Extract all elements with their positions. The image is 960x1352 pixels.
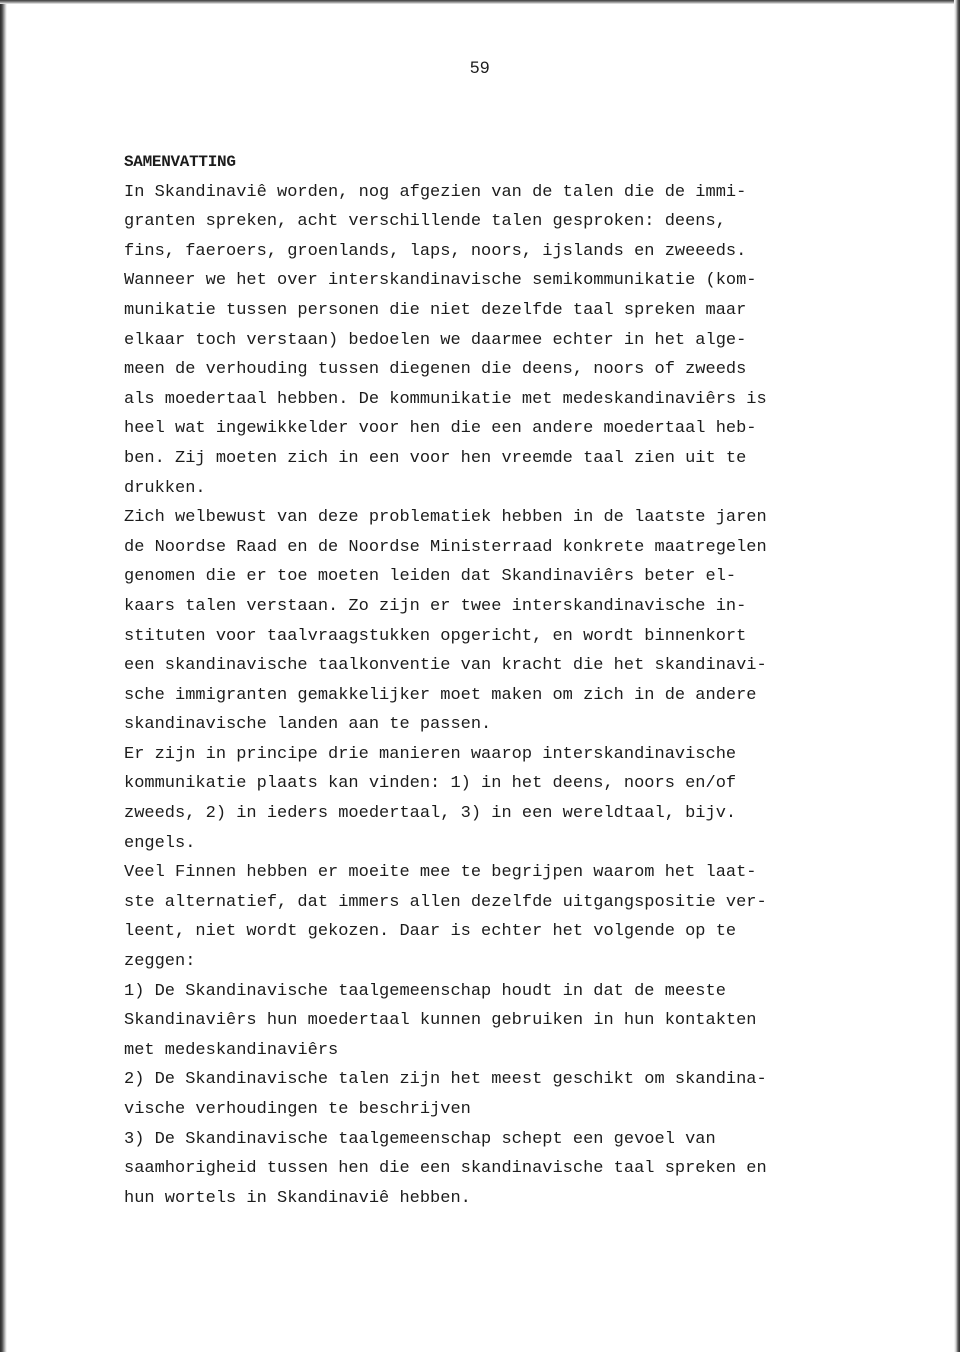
- text-line: hun wortels in Skandinaviê hebben.: [124, 1188, 471, 1208]
- text-line: 1) De Skandinavische taalgemeenschap houdt in dat de meeste: [124, 981, 726, 1001]
- text-line: als moedertaal hebben. De kommunikatie met medeskandinaviêrs is: [124, 389, 767, 409]
- text-line: sche immigranten gemakkelijker moet maken om zich in de andere: [124, 685, 757, 705]
- text-line: granten spreken, acht verschillende talen gesproken: deens,: [124, 212, 726, 232]
- text-line: ben. Zij moeten zich in een voor hen vreemde taal zien uit te: [124, 448, 747, 468]
- text-line: genomen die er toe moeten leiden dat Skandinaviêrs beter el-: [124, 567, 737, 587]
- text-line: kaars talen verstaan. Zo zijn er twee interskandinavische in-: [124, 596, 747, 616]
- text-line: met medeskandinaviêrs: [124, 1040, 339, 1060]
- text-line: Wanneer we het over interskandinavische semikommunikatie (kom-: [124, 271, 757, 291]
- summary-section: [124, 148, 864, 1213]
- text-line: 3) De Skandinavische taalgemeenschap schept een gevoel van: [124, 1129, 716, 1149]
- text-line: drukken.: [124, 478, 206, 498]
- text-line: de Noordse Raad en de Noordse Ministerraad konkrete maatregelen: [124, 537, 767, 557]
- text-line: zweeds, 2) in ieders moedertaal, 3) in een wereldtaal, bijv.: [124, 804, 737, 824]
- text-line: Zich welbewust van deze problematiek hebben in de laatste jaren: [124, 508, 767, 528]
- text-line: 2) De Skandinavische talen zijn het meest geschikt om skandina-: [124, 1070, 767, 1090]
- text-line: elkaar toch verstaan) bedoelen we daarmee echter in het alge-: [124, 330, 747, 350]
- scan-edge-right: [954, 0, 960, 1352]
- text-line: In Skandinaviê worden, nog afgezien van de talen die de immi-: [124, 182, 747, 202]
- scan-edge-top: [0, 0, 960, 4]
- text-line: kommunikatie plaats kan vinden: 1) in het deens, noors en/of: [124, 774, 737, 794]
- section-heading: SAMENVATTING: [124, 153, 236, 171]
- text-line: stituten voor taalvraagstukken opgericht, en wordt binnenkort: [124, 626, 747, 646]
- text-line: meen de verhouding tussen diegenen die deens, noors of zweeds: [124, 360, 747, 380]
- page-number: 59: [470, 58, 490, 77]
- text-line: vische verhoudingen te beschrijven: [124, 1100, 471, 1119]
- text-line: engels.: [124, 833, 196, 853]
- text-line: Er zijn in principe drie manieren waarop interskandinavische: [124, 744, 737, 764]
- text-line: Skandinaviêrs hun moedertaal kunnen gebruiken in hun kontakten: [124, 1011, 757, 1031]
- text-line: Veel Finnen hebben er moeite mee te begrijpen waarom het laat-: [124, 863, 757, 883]
- scan-edge-left: [0, 0, 7, 1352]
- text-line: skandinavische landen aan te passen.: [124, 715, 492, 735]
- text-line: zeggen:: [124, 952, 196, 972]
- text-line: ste alternatief, dat immers allen dezelfde uitgangspositie ver-: [124, 892, 767, 912]
- text-line: heel wat ingewikkelder voor hen die een andere moedertaal heb-: [124, 419, 757, 439]
- text-line: een skandinavische taalkonventie van kracht die het skandinavi-: [124, 656, 767, 676]
- text-line: fins, faeroers, groenlands, laps, noors, ijslands en zweeeds.: [124, 241, 747, 261]
- text-line: munikatie tussen personen die niet dezelfde taal spreken maar: [124, 300, 747, 320]
- text-line: leent, niet wordt gekozen. Daar is echter het volgende op te: [124, 922, 737, 942]
- text-line: saamhorigheid tussen hen die een skandinavische taal spreken en: [124, 1159, 767, 1179]
